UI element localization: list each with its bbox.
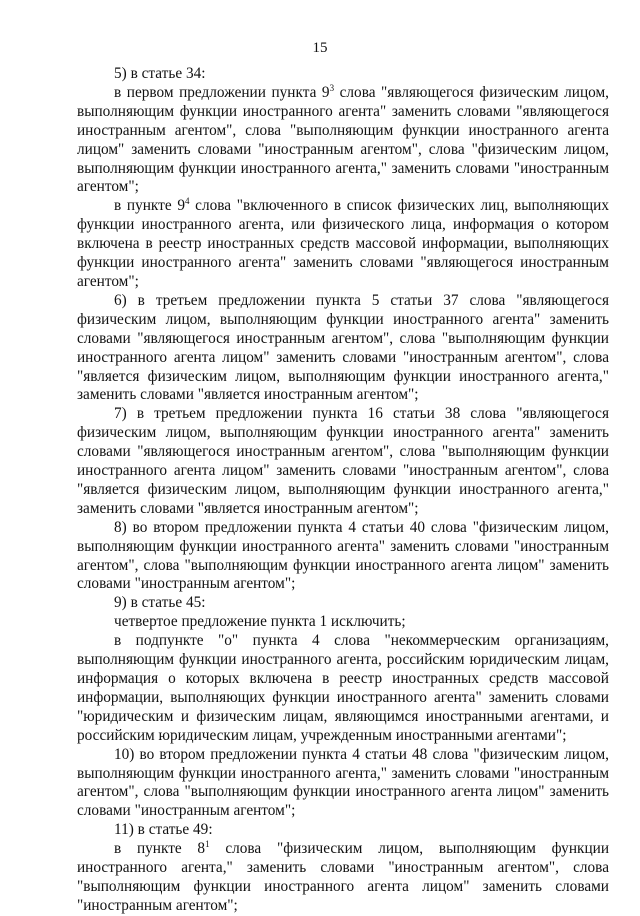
paragraph-article-45: 9) в статье 45: [114, 594, 206, 612]
paragraph-point-8-1: в пункте $8^1$ слова "физическим лицом, выполняющим функции иностранного агента," заменить словами "иностранным агентом", слова "выполняющим функции иностранного агента лицом" заменить словами "иностранным агентом"; [77, 839, 610, 914]
paragraph-item-7: 7) в третьем предложении пункта 16 статьи 38 слова "являющегося физическим лицом, выполняющим функции иностранного агента" заменить словами "являющегося иностранным агентом", слова "выполняющим функции иностранного агента лицом" заменить словами "иностранным агентом", слова "является физическим лицом, выполняющим функции иностранного агента," заменить словами "является иностранным агентом"; [77, 405, 609, 517]
paragraph-point-9-4: в пункте $9^4$ слова "включенного в список физических лиц, выполняющих функции иностранного агента, или физического лица, информация о котором включена в реестр иностранных средств массовой информации, выполняющих функции иностранного агента" заменить словами "являющегося иностранным агентом"; [77, 196, 609, 290]
paragraph-exclude-sentence: четвертое предложение пункта 1 исключить; [114, 613, 406, 631]
document-body [77, 65, 609, 916]
paragraph-item-10: 10) во втором предложении пункта 4 статьи 48 слова "физическим лицом, выполняющим функции иностранного агента," заменить словами "иностранным агентом", слова "выполняющим функции иностранного агента лицом" заменить словами "иностранным агентом"; [77, 745, 609, 820]
paragraph-item-6: 6) в третьем предложении пункта 5 статьи 37 слова "являющегося физическим лицом, выполняющим функции иностранного агента" заменить словами "являющегося иностранным агентом", слова "выполняющим функции иностранного агента лицом" заменить словами "иностранным агентом", слова "является физическим лицом, выполняющим функции иностранного агента," заменить словами "является иностранным агентом"; [77, 291, 609, 404]
page-number: 15 [312, 40, 328, 56]
paragraph-article-34: 5) в статье 34: [114, 65, 206, 82]
paragraph-article-49: 11) в статье 49: [114, 821, 213, 839]
paragraph-subpoint-o: в подпункте "о" пункта 4 слова "некоммерческим организациям, выполняющим функции иностранного агента, российским юридическим лицам, информация о которых включена в реестр иностранных средств массовой информации, выполняющих функции иностранного агента" заменить словами "юридическим и физическим лицам, являющимся иностранными агентами, и российским юридическим лицам, учрежденным иностранными агентами"; [77, 632, 609, 744]
paragraph-point-9-3: в первом предложении пункта $9^3$ слова "являющегося физическим лицом, выполняющим функции иностранного агента" заменить словами "являющегося иностранным агентом", слова "выполняющим функции иностранного агента лицом" заменить словами "иностранным агентом", слова "физическим лицом, выполняющим функции иностранного агента," заменить словами "иностранным агентом"; [77, 82, 609, 196]
paragraph-item-8: 8) во втором предложении пункта 4 статьи 40 слова "физическим лицом, выполняющим функции иностранного агента" заменить словами "иностранным агентом", слова "выполняющим функции иностранного агента лицом" заменить словами "иностранным агентом"; [77, 518, 609, 593]
